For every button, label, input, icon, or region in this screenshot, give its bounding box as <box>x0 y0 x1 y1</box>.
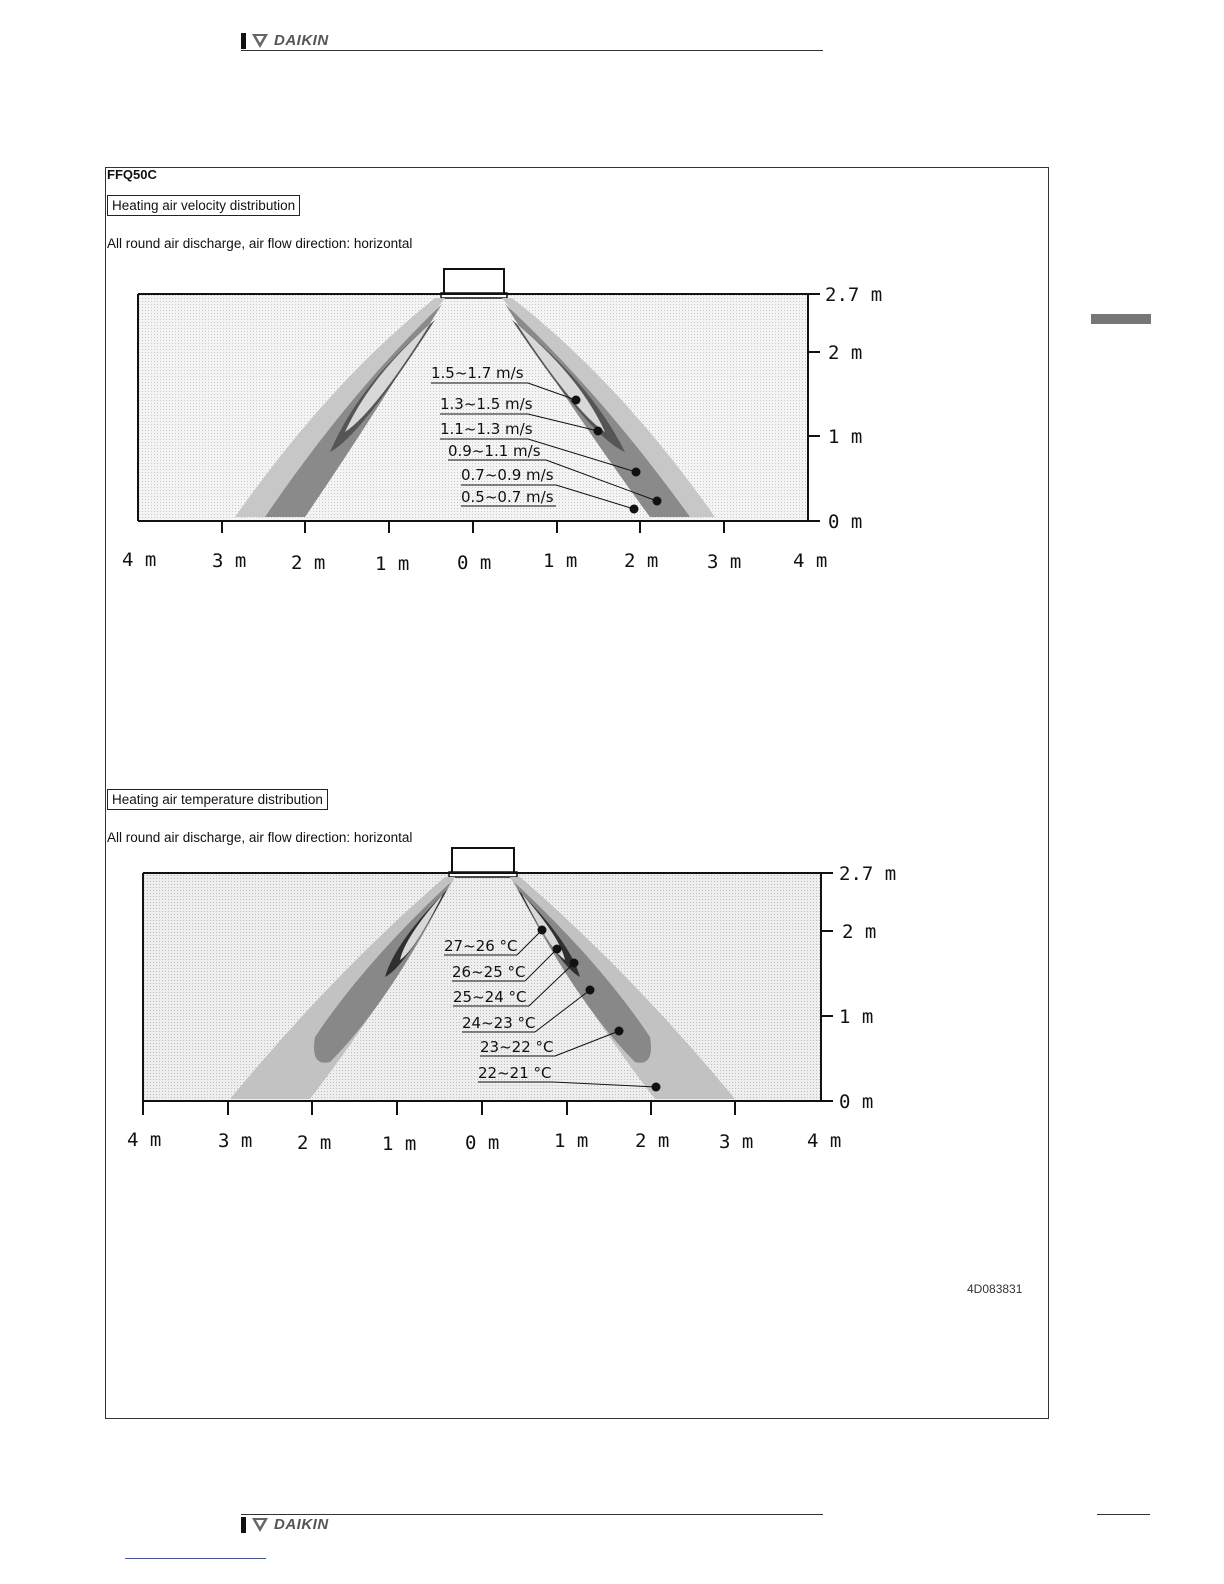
y-tick-label: 2.7 m <box>825 284 883 306</box>
y-tick-label: 0 m <box>828 511 863 533</box>
brand-name: DAIKIN <box>274 32 329 49</box>
temperature-label: 26~25 °C <box>452 963 526 981</box>
velocity-label: 1.3~1.5 m/s <box>440 395 533 413</box>
velocity-label: 1.1~1.3 m/s <box>440 420 533 438</box>
brand-bar <box>241 33 246 49</box>
velocity-label: 0.9~1.1 m/s <box>448 442 541 460</box>
daikin-logo-icon <box>252 1518 268 1532</box>
temperature-diagram <box>105 842 915 1162</box>
x-tick-label: 2 m <box>291 552 326 574</box>
temperature-title: Heating air temperature distribution <box>107 789 328 810</box>
x-tick-label: 4 m <box>122 549 157 571</box>
x-tick-label: 1 m <box>543 550 578 572</box>
brand-name: DAIKIN <box>274 1516 329 1533</box>
x-tick-label: 4 m <box>793 550 828 572</box>
y-ticks <box>808 284 882 533</box>
x-tick-label: 2 m <box>635 1130 670 1152</box>
x-tick-label: 3 m <box>707 551 742 573</box>
y-tick-label: 0 m <box>839 1091 874 1113</box>
header-brand <box>241 32 329 49</box>
temperature-label: 27~26 °C <box>444 937 518 955</box>
temperature-caption: All round air discharge, air flow direction: horizontal <box>107 830 413 845</box>
y-tick-label: 2 m <box>828 342 863 364</box>
document-id: 4D083831 <box>967 1282 1023 1296</box>
temperature-label: 25~24 °C <box>453 988 527 1006</box>
footer-rule <box>241 1514 823 1515</box>
x-ticks <box>122 521 827 575</box>
indoor-unit <box>444 269 504 294</box>
x-tick-label: 4 m <box>807 1130 842 1152</box>
x-tick-label: 2 m <box>624 550 659 572</box>
x-tick-label: 3 m <box>212 550 247 572</box>
x-tick-label: 0 m <box>465 1132 500 1154</box>
daikin-logo-icon <box>252 34 268 48</box>
x-tick-label: 0 m <box>457 552 492 574</box>
velocity-label: 1.5~1.7 m/s <box>431 364 524 382</box>
footer-brand <box>241 1516 329 1533</box>
x-tick-label: 1 m <box>554 1130 589 1152</box>
x-tick-label: 1 m <box>382 1133 417 1155</box>
y-tick-label: 2.7 m <box>839 863 897 885</box>
temperature-label: 22~21 °C <box>478 1064 552 1082</box>
temperature-label: 24~23 °C <box>462 1014 536 1032</box>
y-ticks <box>821 863 896 1113</box>
x-tick-label: 4 m <box>127 1129 162 1151</box>
indoor-unit <box>452 848 514 874</box>
x-tick-label: 2 m <box>297 1132 332 1154</box>
velocity-diagram <box>100 262 900 582</box>
section-tab <box>1091 314 1151 324</box>
y-tick-label: 1 m <box>839 1006 874 1028</box>
header-rule <box>241 50 823 51</box>
bottom-link-underline[interactable] <box>125 1558 266 1559</box>
temperature-label: 23~22 °C <box>480 1038 554 1056</box>
x-ticks <box>127 1101 841 1155</box>
x-tick-label: 1 m <box>375 553 410 575</box>
y-tick-label: 1 m <box>828 426 863 448</box>
velocity-title: Heating air velocity distribution <box>107 195 300 216</box>
brand-bar <box>241 1517 246 1533</box>
x-tick-label: 3 m <box>719 1131 754 1153</box>
y-tick-label: 2 m <box>842 921 877 943</box>
x-tick-label: 3 m <box>218 1130 253 1152</box>
velocity-label: 0.7~0.9 m/s <box>461 466 554 484</box>
velocity-label: 0.5~0.7 m/s <box>461 488 554 506</box>
model-name: FFQ50C <box>107 167 157 182</box>
page-number-rule <box>1097 1514 1150 1515</box>
velocity-caption: All round air discharge, air flow direction: horizontal <box>107 236 413 251</box>
